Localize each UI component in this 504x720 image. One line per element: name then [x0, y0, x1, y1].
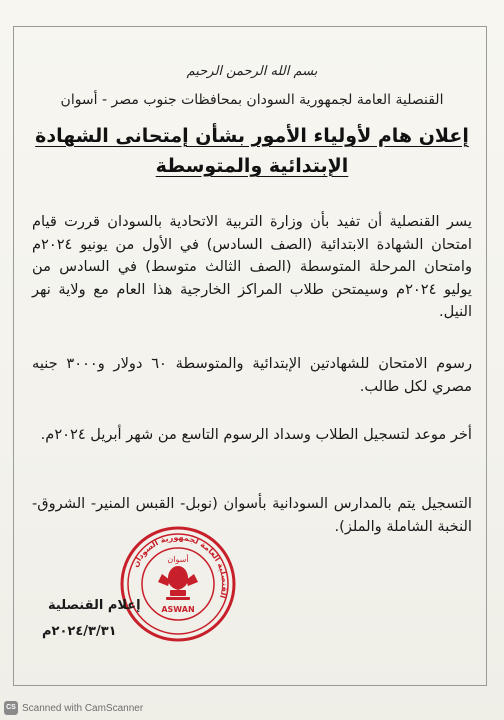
paragraph-exam-fees: رسوم الامتحان للشهادتين الإبتدائية والمتوسطة ٦٠ دولار و٣٠٠٠ جنيه مصري لكل طالب.: [32, 355, 472, 395]
announcement-date: ٢٠٢٤/٣/٣١م: [42, 624, 117, 639]
title-line-1: إعلان هام لأولياء الأمور بشأن إمتحانى الشهادة: [35, 125, 469, 147]
secretary-bird-emblem-icon: [158, 566, 198, 600]
paragraph-registration-schools: التسجيل يتم بالمدارس السودانية بأسوان (نوبل- القبس المنير- الشروق- النخبة الشاملة والملز).: [32, 495, 472, 535]
basmala: بسم الله الرحمن الرحيم: [186, 64, 318, 79]
announcement-title: [30, 121, 474, 181]
signature-label: إعلام القنصلية: [48, 598, 141, 613]
watermark-text: Scanned with CamScanner: [22, 702, 144, 714]
camscanner-logo-icon: CS: [4, 701, 18, 715]
paragraph-registration-deadline: أخر موعد لتسجيل الطلاب وسداد الرسوم التاسع من شهر أبريل ٢٠٢٤م.: [40, 426, 472, 443]
stamp-city-arabic: أسوان: [167, 555, 189, 564]
stamp-city-latin: ASWAN: [161, 605, 195, 614]
camscanner-watermark: [4, 701, 143, 715]
stamp-ring-text: القنصلية العامة لجمهورية السودان: [130, 532, 230, 600]
consulate-header: القنصلية العامة لجمهورية السودان بمحافظات جنوب مصر - أسوان: [60, 92, 444, 108]
paragraph-exam-dates: يسر القنصلية أن تفيد بأن وزارة التربية الاتحادية بالسودان قررت قيام امتحان الشهادة الابتدائية (الصف السادس) في الأول من يونيو ٢٠٢٤م وامتحان المرحلة المتوسطة (الصف الثالث متوسط) في السادس من يوليو ٢٠٢٤م وسيمتحن طلاب المراكز الخارجية هذا العام مع ولاية نهر النيل.: [32, 213, 472, 320]
title-line-2: الإبتدائية والمتوسطة: [155, 155, 349, 177]
consulate-stamp-seal: [118, 524, 238, 644]
